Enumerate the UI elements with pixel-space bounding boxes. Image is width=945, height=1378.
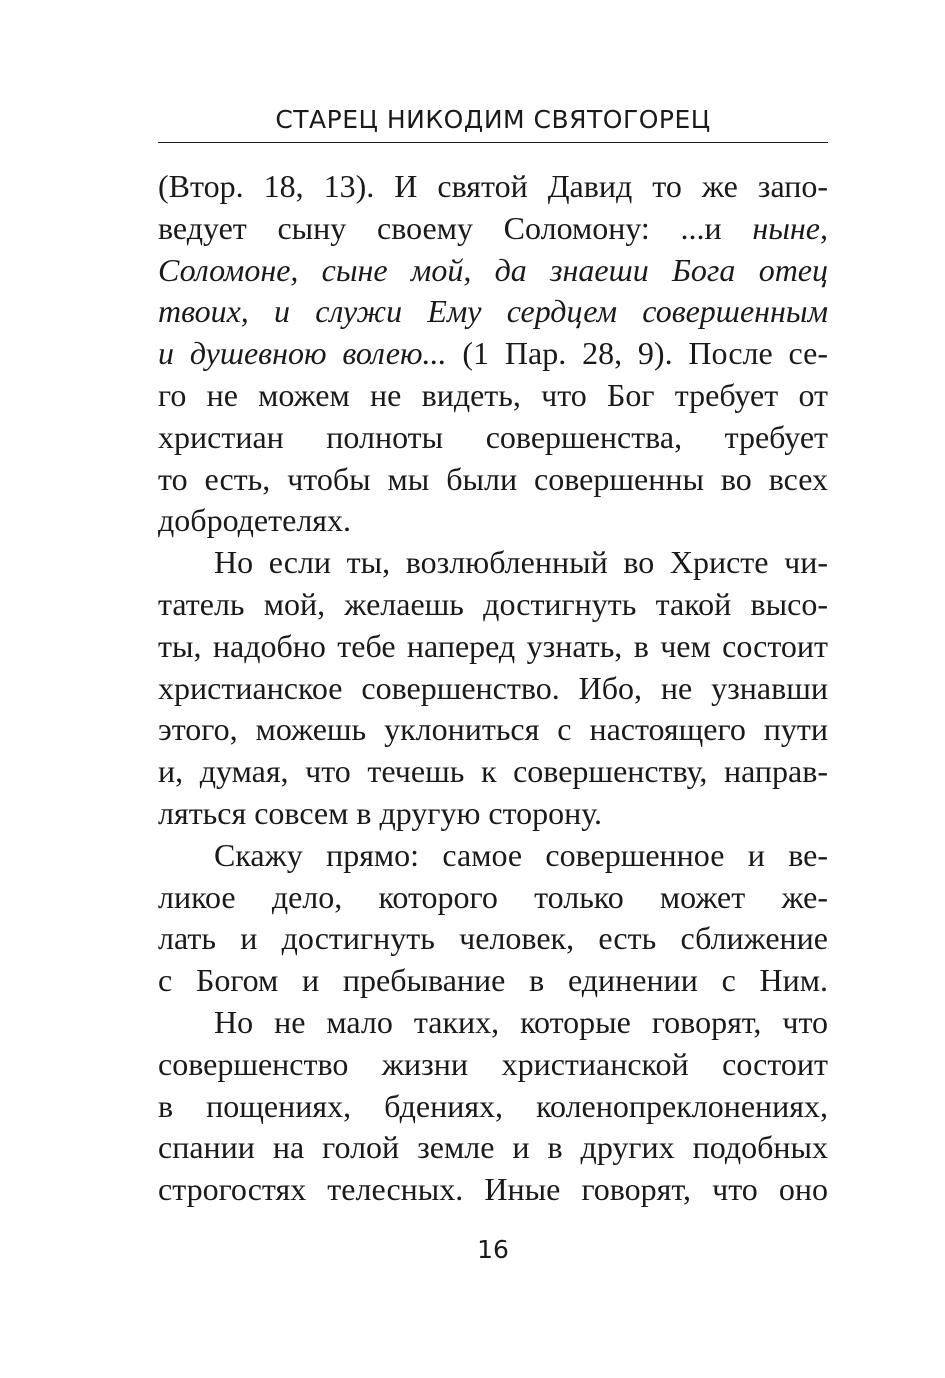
text-span: совершенство жизни христианской состоит [158, 1045, 828, 1082]
text-line [158, 333, 828, 375]
text-line [158, 1044, 828, 1086]
text-line [158, 291, 828, 333]
text-line [158, 459, 828, 501]
text-line [158, 417, 828, 459]
text-span: с Богом и пребывание в единении с Ним. [158, 962, 828, 999]
italic-quote-span: и душевною волею... [158, 335, 447, 372]
text-span: (Втор. 18, 13). И святой Давид то же запо- [158, 168, 828, 204]
text-span: строгостях телесных. Иные говорят, что оно [158, 1171, 828, 1208]
text-line [158, 626, 828, 668]
text-span: го не можем не видеть, что Бог требует от [158, 376, 828, 413]
text-span: ляться совсем в другую сторону. [158, 794, 603, 831]
page-number: 16 [477, 1235, 509, 1264]
header-rule [158, 142, 828, 143]
text-line [158, 918, 828, 960]
text-line [158, 1169, 828, 1211]
running-head: СТАРЕЦ НИКОДИМ СВЯТОГОРЕЦ [275, 105, 711, 134]
text-line [158, 877, 828, 919]
text-line [158, 1127, 828, 1169]
text-span: христиан полноты совершенства, требует [158, 418, 828, 455]
text-line [158, 960, 828, 1002]
text-span: ликое дело, которого только может же- [158, 878, 828, 915]
text-span: Скажу прямо: самое совершенное и ве- [214, 836, 828, 873]
paragraph [158, 166, 828, 542]
text-line [158, 709, 828, 751]
italic-quote-span: твоих, и служи Ему сердцем совершенным [158, 293, 828, 330]
body-text [158, 166, 828, 1211]
text-span: спании на голой земле и в других подобных [158, 1129, 828, 1166]
text-span: Но не мало таких, которые говорят, что [214, 1003, 828, 1040]
text-span: ты, надобно тебе наперед узнать, в чем состоит [158, 627, 828, 664]
text-span: Но если ты, возлюбленный во Христе чи- [214, 544, 828, 581]
text-line [158, 751, 828, 793]
text-line [158, 835, 828, 877]
paragraph [158, 835, 828, 1002]
text-line [158, 166, 828, 208]
text-span: лать и достигнуть человек, есть сближение [158, 920, 828, 957]
text-span: (1 Пар. 28, 9). После се- [446, 335, 829, 372]
text-span: добродетелях. [158, 502, 351, 539]
text-line [158, 1002, 828, 1044]
text-span: ведует сыну своему Соломону: ...и [158, 209, 753, 246]
text-line [158, 208, 828, 250]
text-span: татель мой, желаешь достигнуть такой высо- [158, 585, 828, 622]
text-line [158, 1086, 828, 1128]
text-span: этого, можешь уклониться с настоящего пути [158, 711, 828, 748]
text-line [158, 793, 828, 835]
paragraph [158, 542, 828, 835]
text-line [158, 250, 828, 292]
text-line [158, 375, 828, 417]
text-line [158, 542, 828, 584]
text-line [158, 500, 828, 542]
italic-quote-span: ныне, [752, 209, 828, 246]
text-span: и, думая, что течешь к совершенству, направ- [158, 753, 828, 790]
text-line [158, 584, 828, 626]
text-span: христианское совершенство. Ибо, не узнавши [158, 669, 828, 706]
text-line [158, 668, 828, 710]
paragraph [158, 1002, 828, 1211]
italic-quote-span: Соломоне, сыне мой, да знаеши Бога отец [158, 251, 828, 288]
text-span: то есть, чтобы мы были совершенны во всех [158, 460, 828, 497]
text-span: в пощениях, бдениях, коленопреклонениях, [158, 1087, 828, 1124]
